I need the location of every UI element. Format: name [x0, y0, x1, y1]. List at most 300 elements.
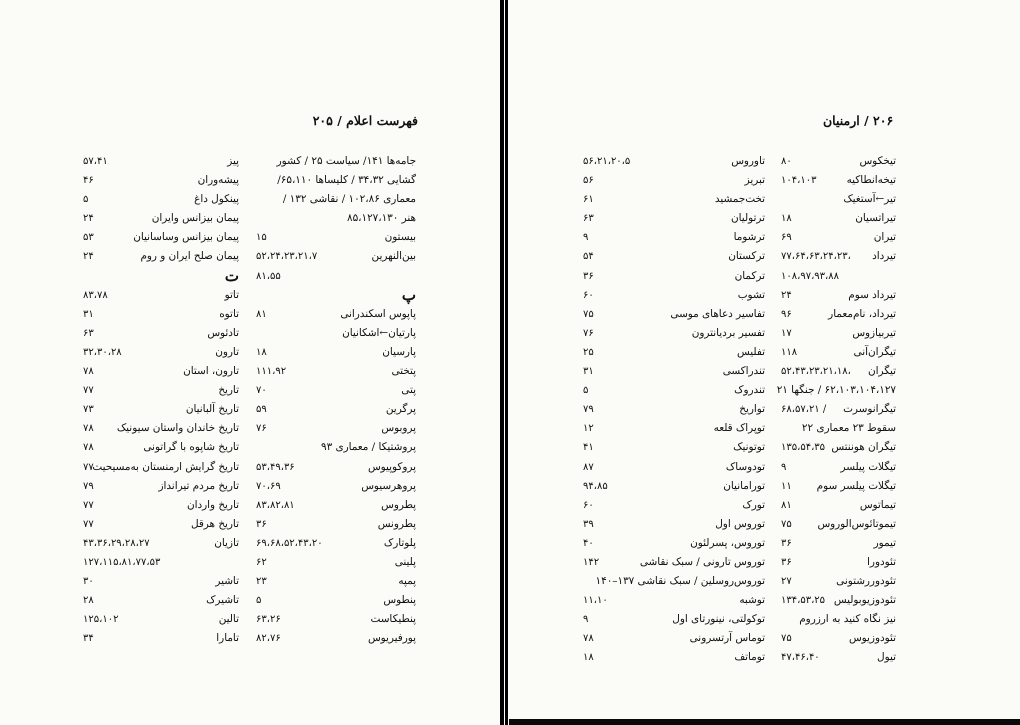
book-gutter-right	[505, 0, 508, 725]
entry-page-numbers: ۷۹	[583, 404, 594, 416]
entry-page-numbers: ۱۸	[583, 652, 594, 664]
entry-name: توکولتی، نینورتای اول	[672, 613, 765, 626]
entry-name: تیموتائوس‌الوروس	[817, 517, 896, 530]
index-entry	[83, 324, 239, 343]
entry-name: تئودوررشتونی	[836, 575, 896, 588]
index-entry	[83, 286, 239, 305]
entry-page-numbers: ۷۵	[583, 308, 594, 320]
entry-page-numbers: ۱۲۵،۱۰۲	[83, 614, 119, 626]
entry-name: پروبوس	[381, 422, 416, 435]
index-entry	[256, 343, 416, 362]
entry-page-numbers: ۶۱	[583, 194, 594, 206]
entry-page-numbers: ۷۶	[583, 327, 594, 339]
entry-page-numbers: ۲۷	[781, 576, 792, 588]
entry-name: تودوساک	[725, 460, 765, 473]
entry-page-numbers: ۶۲	[256, 556, 267, 568]
index-entry	[83, 209, 239, 228]
index-entry	[256, 381, 416, 400]
left-page-header: فهرست اعلام / ۲۰۵	[312, 113, 418, 128]
entry-page-numbers: ۷۶	[256, 423, 267, 435]
entry-page-numbers: ۹	[781, 461, 787, 473]
right-page-column-2	[776, 152, 896, 668]
entry-page-numbers: ۲۳	[256, 576, 267, 588]
index-entry	[83, 171, 239, 190]
index-entry	[83, 629, 239, 648]
entry-name: تیرداد	[872, 250, 896, 263]
entry-page-numbers: ۳۶	[583, 270, 594, 282]
entry-page-numbers: ۹۶	[781, 308, 792, 320]
entry-name: معماری ۱۰۲،۸۶ / نقاشی ۱۳۲ /	[282, 193, 416, 206]
index-entry	[83, 534, 239, 553]
entry-name: توماس آرتسرونی	[689, 632, 765, 645]
entry-page-numbers: ۴۶	[83, 175, 94, 187]
entry-page-numbers: ۳۹	[583, 518, 594, 530]
entry-page-numbers: ۷۸	[83, 366, 94, 378]
index-entry	[583, 247, 765, 266]
entry-page-numbers: ۳۶	[256, 518, 267, 530]
index-entry	[83, 362, 239, 381]
entry-name: نیز نگاه کنید به ارزروم	[799, 613, 896, 626]
index-entry	[583, 458, 765, 477]
index-entry	[256, 247, 416, 266]
entry-name: تبریز	[744, 174, 765, 187]
entry-page-numbers: ۱۰۴،۱۰۳	[781, 175, 817, 187]
entry-name: تاریخ هرقل	[190, 517, 239, 530]
entry-name: تیگلات پیلسر	[840, 460, 896, 473]
index-entry	[781, 496, 896, 515]
index-entry	[781, 553, 896, 572]
entry-page-numbers: ۸۱	[256, 308, 267, 320]
entry-page-numbers: ۲۸	[83, 595, 94, 607]
entry-page-numbers: ۷۷	[83, 461, 94, 473]
index-entry	[781, 343, 896, 362]
entry-page-numbers: ۸۱	[781, 499, 792, 511]
index-entry	[83, 477, 239, 496]
index-entry	[256, 553, 416, 572]
entry-name: تئودوزیوس	[848, 632, 896, 645]
entry-name: ترکستان	[728, 250, 765, 263]
entry-page-numbers: ۱۸	[781, 213, 792, 225]
entry-name: تیگران هوننتس	[831, 441, 896, 454]
index-entry	[83, 343, 239, 362]
entry-name: جامه‌ها ۱۴۱/ سیاست ۲۵ / کشور‌	[276, 155, 416, 167]
index-entry	[583, 209, 765, 228]
index-entry	[781, 171, 896, 190]
index-entry	[583, 648, 765, 667]
entry-page-numbers: ۲۴	[83, 213, 94, 225]
left-page-column-1	[83, 152, 239, 648]
entry-name: توروس، پسرلئون	[690, 536, 765, 549]
index-entry	[256, 477, 416, 496]
entry-name: تاتو	[224, 288, 239, 301]
entry-page-numbers: ۶۳	[583, 213, 594, 225]
entry-name: تیرداد، نام‌معمار	[828, 307, 896, 320]
entry-name: تیگران‌آنی	[853, 345, 896, 358]
entry-page-numbers: ۷۷،۶۴،۶۳،۲۴،۲۳،	[781, 251, 851, 263]
entry-name: تادئوس	[207, 326, 239, 339]
index-entry	[256, 171, 416, 190]
index-entry	[781, 534, 896, 553]
entry-page-numbers: ۱۱	[781, 480, 792, 492]
index-entry	[83, 591, 239, 610]
entry-name: پلوتارک	[383, 536, 416, 549]
index-entry	[781, 572, 896, 591]
index-entry	[83, 419, 239, 438]
index-entry	[781, 247, 896, 266]
entry-name: تیر←آستغیک	[843, 193, 896, 206]
index-entry	[256, 190, 416, 209]
index-entry	[256, 305, 416, 324]
index-entry	[781, 228, 896, 247]
entry-page-numbers: ۶۹	[781, 232, 792, 244]
entry-name: پمپه	[398, 575, 416, 588]
index-entry	[781, 400, 896, 419]
entry-name: پورفیریوس	[367, 632, 416, 645]
index-entry	[781, 267, 896, 286]
index-entry	[83, 190, 239, 209]
entry-page-numbers: ۷۸	[583, 633, 594, 645]
entry-page-numbers: ۱۰۸،۹۷،۹۳،۸۸	[781, 270, 840, 282]
entry-page-numbers: ۶۳	[83, 327, 94, 339]
index-entry	[256, 515, 416, 534]
index-entry	[781, 362, 896, 381]
entry-name: تفاسیر دعاهای موسی	[670, 307, 765, 320]
entry-page-numbers: ۲۴	[781, 289, 792, 301]
entry-name: تیگران	[867, 365, 896, 378]
index-entry	[583, 305, 765, 324]
index-entry	[583, 610, 765, 629]
entry-page-numbers: ۸۳،۸۲،۸۱	[256, 499, 295, 511]
entry-page-numbers: ۳۲،۳۰،۲۸	[83, 346, 122, 358]
entry-name: تیراتسیان	[855, 212, 896, 225]
entry-page-numbers: ۱۱۸	[781, 346, 798, 358]
index-entry	[583, 400, 765, 419]
index-entry	[256, 496, 416, 515]
entry-page-numbers: ۶۹،۶۸،۵۲،۴۳،۲۰	[256, 537, 323, 549]
index-entry	[781, 419, 896, 438]
left-page	[0, 0, 503, 725]
entry-name: پارسیان	[382, 345, 416, 358]
entry-page-numbers: ۶۰	[583, 499, 594, 511]
entry-page-numbers: ۱۱،۱۰	[583, 595, 608, 607]
entry-name: تارون، استان	[183, 365, 239, 378]
entry-name: پنطیکاست	[370, 613, 416, 626]
entry-page-numbers: ۸۳،۷۸	[83, 289, 108, 301]
entry-page-numbers: ۶۸،۵۷،۲۱ /	[781, 404, 827, 416]
index-entry	[583, 381, 765, 400]
entry-name: پنطوس	[383, 594, 416, 607]
index-entry	[781, 438, 896, 457]
index-entry	[256, 629, 416, 648]
entry-name: پتی	[401, 384, 416, 397]
index-entry	[256, 534, 416, 553]
index-entry	[583, 553, 765, 572]
entry-page-numbers: ۱۲۷،۱۱۵،۸۱،۷۷،۵۳	[83, 556, 161, 568]
entry-name: ۶۲،۱۰۳،۱۰۴،۱۲۷ / جنگها ۲۱	[776, 384, 896, 397]
index-entry	[781, 515, 896, 534]
entry-page-numbers: ۵	[583, 385, 589, 397]
entry-page-numbers: ۱۳۴،۵۳،۲۵	[781, 595, 826, 607]
index-entry	[83, 247, 239, 266]
index-entry	[583, 515, 765, 534]
entry-page-numbers: ۵۷،۴۱	[83, 156, 108, 167]
index-entry	[256, 458, 416, 477]
entry-name: ترشوما	[733, 231, 765, 244]
entry-page-numbers: ۷۸	[83, 423, 94, 435]
index-entry	[781, 610, 896, 629]
entry-name: تیول	[877, 651, 896, 664]
index-entry	[781, 286, 896, 305]
entry-page-numbers: ۲۴	[83, 251, 94, 263]
entry-name: پیمان صلح ایران و روم	[140, 250, 239, 263]
index-entry	[781, 152, 896, 171]
entry-name: ترتولیان	[731, 212, 765, 225]
entry-page-numbers: ۱۱۱،۹۲	[256, 366, 287, 378]
entry-name: تاشیرک	[206, 594, 239, 607]
index-entry	[583, 228, 765, 247]
entry-name: پروشتیکا / معماری ۹۳	[320, 441, 416, 454]
entry-name: توتونیک	[733, 441, 765, 454]
index-entry	[781, 458, 896, 477]
index-entry	[583, 591, 765, 610]
entry-name: تارون	[215, 345, 239, 358]
entry-name: توشبه	[739, 594, 765, 607]
index-entry	[83, 400, 239, 419]
entry-name: پینکول داغ	[194, 193, 239, 206]
index-entry	[583, 419, 765, 438]
index-entry	[83, 438, 239, 457]
entry-name: بیستون	[384, 231, 416, 244]
entry-page-numbers: ۱۲	[583, 423, 594, 435]
index-entry	[83, 228, 239, 247]
entry-name: تیخه‌انطاکیه	[846, 174, 896, 187]
entry-page-numbers: ۸۷	[583, 461, 594, 473]
page-bottom-edge	[509, 719, 1020, 725]
entry-name: تندراکسی	[722, 365, 765, 378]
entry-page-numbers: ۶۰	[583, 289, 594, 301]
entry-name: پلینی	[394, 555, 416, 568]
entry-name: هنر ۸۵،۱۲۷،۱۳۰	[346, 212, 416, 225]
section-letter: پ	[401, 285, 416, 304]
entry-name: توروس تارونی / سبک نقاشی	[639, 555, 765, 568]
entry-name: تیماتوس	[859, 498, 896, 511]
entry-page-numbers: ۱۴۲	[583, 556, 600, 568]
entry-page-numbers: ۸۰	[781, 156, 792, 167]
entry-name: تاریخ شاپوه با گراتونی	[143, 441, 239, 454]
index-entry	[776, 381, 896, 400]
entry-page-numbers: ۳۱	[583, 366, 594, 378]
entry-name: پیمان بیزانس وساسانیان	[133, 231, 239, 244]
index-entry	[256, 324, 416, 343]
entry-page-numbers: ۷۸	[83, 442, 94, 454]
entry-name: پیمان بیزانس وایران	[151, 212, 239, 225]
entry-name: گشایی ۳۴،۳۲ / کلیساها ۶۵،۱۱۰/	[277, 174, 416, 187]
entry-name: تاریخ مردم تیرانداز	[158, 479, 239, 492]
index-entry	[583, 629, 765, 648]
entry-name: تیرداد سوم	[848, 288, 896, 301]
entry-page-numbers: ۸۲،۷۶	[256, 633, 281, 645]
entry-page-numbers: ۵۲،۲۴،۲۳،۲۱،۷	[256, 251, 318, 263]
entry-name: تاریخ گرایش ارمنستان به‌مسیحیت	[92, 460, 239, 473]
entry-page-numbers: ۳۶	[781, 537, 792, 549]
entry-name: تیگرانوسرت	[843, 403, 896, 416]
entry-name: توروس اول	[715, 517, 765, 530]
entry-page-numbers: ۹	[583, 232, 589, 244]
entry-page-numbers: ۱۸	[256, 346, 267, 358]
index-entry	[781, 305, 896, 324]
index-entry	[256, 267, 416, 286]
entry-name: تازیان	[214, 536, 239, 549]
entry-page-numbers: ۵	[256, 595, 262, 607]
entry-page-numbers: ۲۵	[583, 346, 594, 358]
entry-name: تاریخ	[218, 384, 239, 397]
entry-name: پرگرین	[385, 403, 416, 416]
entry-page-numbers: ۱۵	[256, 232, 267, 244]
entry-name: ترکمان	[734, 269, 765, 282]
index-entry	[83, 305, 239, 324]
entry-name: تامارا	[216, 632, 239, 645]
index-entry	[83, 458, 239, 477]
entry-page-numbers: ۵۲،۴۳،۲۳،۲۱،۱۸،	[781, 366, 851, 378]
entry-name: پروکوپیوس	[367, 460, 416, 473]
entry-name: تورامانیان	[723, 479, 765, 492]
index-entry	[583, 534, 765, 553]
entry-page-numbers: ۷۳	[83, 404, 94, 416]
entry-name: پارتیان←اشکانیان	[342, 326, 416, 339]
index-entry	[83, 515, 239, 534]
entry-page-numbers: ۹۴،۸۵	[583, 480, 608, 492]
entry-page-numbers: ۴۳،۳۶،۲۹،۲۸،۲۷	[83, 537, 150, 549]
index-entry	[781, 324, 896, 343]
entry-name: تئودوزیوبولیس	[833, 594, 896, 607]
entry-name: تیربیازوس	[852, 326, 896, 339]
index-entry	[583, 477, 765, 496]
entry-page-numbers: ۷۰	[256, 385, 267, 397]
entry-name: تورک	[742, 498, 765, 511]
entry-name: بین‌النهرین	[371, 250, 416, 263]
entry-page-numbers: ۱۷	[781, 327, 792, 339]
index-entry	[781, 591, 896, 610]
index-entry	[583, 286, 765, 305]
section-letter: ت	[224, 266, 239, 285]
index-entry	[83, 572, 239, 591]
entry-name: تیران	[873, 231, 896, 244]
index-entry	[256, 572, 416, 591]
index-entry	[256, 419, 416, 438]
index-entry	[583, 362, 765, 381]
entry-page-numbers: ۴۷،۴۶،۴۰	[781, 652, 820, 664]
index-entry	[583, 267, 765, 286]
entry-page-numbers: ۵۶	[583, 175, 594, 187]
index-entry	[583, 496, 765, 515]
entry-name: تفسیر بردیانترون	[691, 326, 765, 339]
entry-page-numbers: ۷۷	[83, 499, 94, 511]
entry-page-numbers: ۷۷	[83, 385, 94, 397]
entry-name: سقوط ۲۳ معماری ۲۲	[801, 422, 896, 435]
entry-page-numbers: ۳۴	[83, 633, 94, 645]
entry-page-numbers: ۱۳۵،۵۴،۳۵	[781, 442, 826, 454]
entry-name: توروس‌روسلین / سبک نقاشی ۱۳۷–۱۴۰	[595, 575, 765, 588]
index-entry	[83, 381, 239, 400]
index-entry	[583, 171, 765, 190]
entry-page-numbers: ۷۵	[781, 633, 792, 645]
right-page	[509, 0, 1020, 725]
index-entry	[583, 343, 765, 362]
index-entry	[256, 438, 416, 457]
index-entry	[583, 190, 765, 209]
entry-page-numbers: ۵۴	[583, 251, 594, 263]
entry-name: تفلیس	[737, 345, 765, 358]
entry-page-numbers: ۶۳،۲۶	[256, 614, 281, 626]
entry-name: تیگلات پیلسر سوم	[816, 479, 896, 492]
index-entry	[256, 228, 416, 247]
index-entry	[583, 152, 765, 171]
entry-name: تاریخ آلبانیان	[185, 403, 239, 416]
entry-name: تاشیر	[215, 575, 239, 588]
index-entry	[781, 629, 896, 648]
index-entry	[781, 209, 896, 228]
entry-name: تاریخ خاندان واستان سیونیک	[116, 422, 239, 435]
index-entry	[781, 190, 896, 209]
entry-name: پطروس	[381, 498, 416, 511]
right-page-column-1	[583, 152, 765, 668]
entry-name: پتختی	[391, 365, 416, 378]
entry-name: تخت‌جمشید	[714, 193, 765, 206]
index-entry	[583, 438, 765, 457]
entry-page-numbers: ۵۶،۲۱،۲۰،۵	[583, 156, 631, 167]
index-entry	[781, 648, 896, 667]
entry-name: توماتف	[734, 651, 765, 664]
entry-name: تاتوه	[219, 307, 239, 320]
entry-name: پیز	[227, 155, 239, 167]
entry-name: تئودورا	[867, 555, 896, 568]
index-entry	[83, 610, 239, 629]
entry-name: تاوروس	[731, 155, 765, 167]
left-page-column-2	[256, 152, 416, 648]
entry-page-numbers: ۵۳،۴۹،۳۶	[256, 461, 295, 473]
entry-name: تندروک	[734, 384, 765, 397]
entry-page-numbers: ۷۰،۶۹	[256, 480, 281, 492]
entry-page-numbers: ۸۱،۵۵	[256, 270, 281, 282]
entry-name: تیمور	[873, 536, 896, 549]
entry-name: پطرونس	[377, 517, 416, 530]
index-entry	[256, 610, 416, 629]
entry-page-numbers: ۴۱	[583, 442, 594, 454]
entry-name: تاریخ واردان	[186, 498, 239, 511]
entry-page-numbers: ۷۹	[83, 480, 94, 492]
entry-page-numbers: ۳۱	[83, 308, 94, 320]
entry-name: تیخکوس	[859, 155, 896, 167]
entry-page-numbers: ۷۵	[781, 518, 792, 530]
entry-page-numbers: ۳۰	[83, 576, 94, 588]
index-entry	[256, 209, 416, 228]
entry-name: پاپوس اسکندرانی	[340, 307, 416, 320]
entry-name: پروهرسیوس	[361, 479, 416, 492]
entry-name: پیشه‌وران	[197, 174, 239, 187]
index-entry	[256, 362, 416, 381]
entry-page-numbers: ۳۶	[781, 556, 792, 568]
entry-page-numbers: ۵۳	[83, 232, 94, 244]
entry-name: توپراک قلعه	[713, 422, 765, 435]
entry-page-numbers: ۵	[83, 194, 89, 206]
index-entry	[83, 553, 239, 572]
index-entry	[256, 591, 416, 610]
index-entry	[256, 152, 416, 171]
entry-name: تشوب	[737, 288, 765, 301]
entry-page-numbers: ۴۰	[583, 537, 594, 549]
entry-page-numbers: ۷۷	[83, 518, 94, 530]
entry-page-numbers: ۵۹	[256, 404, 267, 416]
